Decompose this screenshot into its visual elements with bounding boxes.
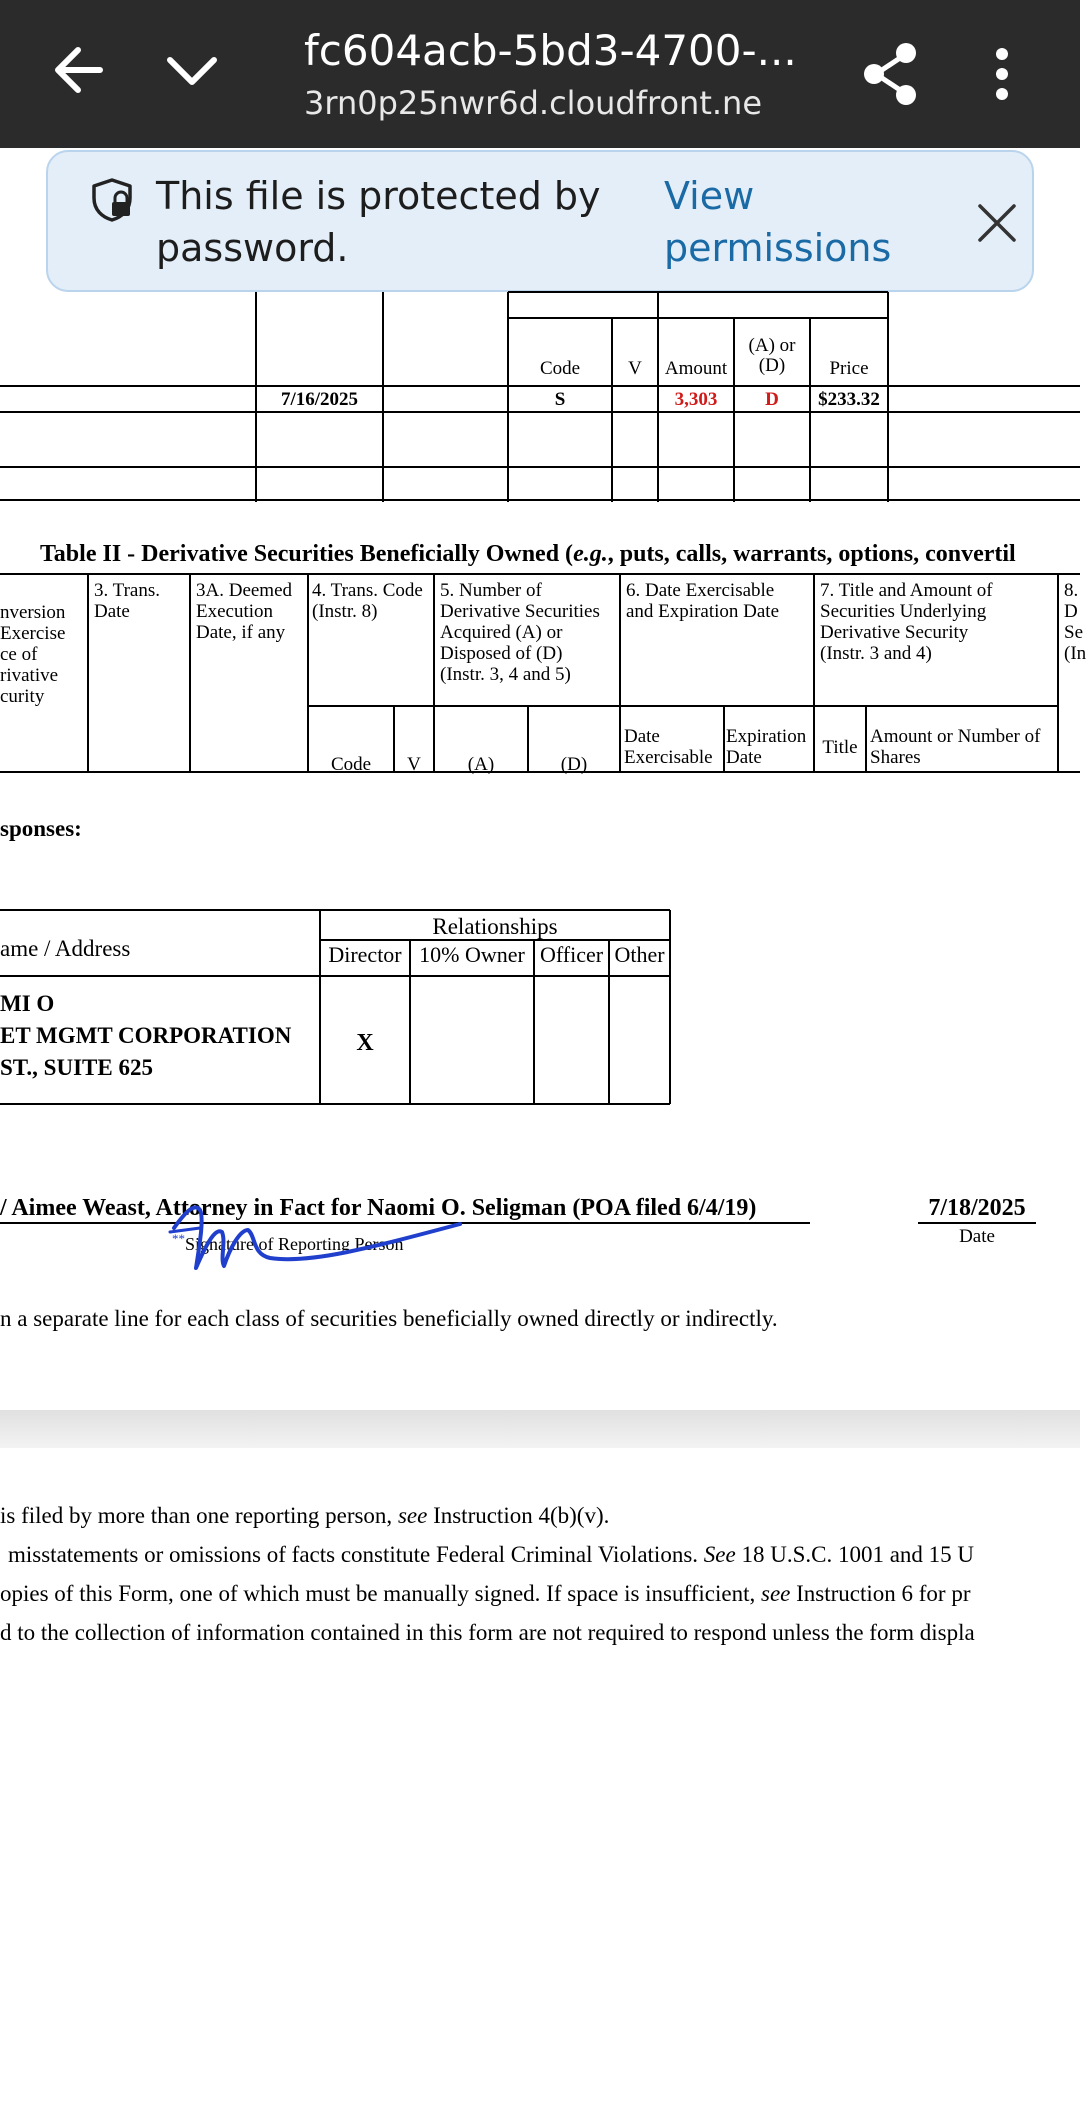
table1-a-or-d: D: [765, 389, 779, 410]
signature-date: 7/18/2025: [928, 1195, 1026, 1221]
footnote-3-b: Instruction 6 for pr: [790, 1581, 971, 1606]
responses-label: sponses:: [0, 816, 82, 841]
rel-col-10pct-owner: 10% Owner: [419, 942, 525, 967]
rel-col-other: Other: [614, 942, 665, 967]
document-title: fc604acb-5bd3-4700-...: [304, 26, 797, 75]
chevron-down-icon[interactable]: [160, 38, 224, 102]
table2-sub-title: Title: [822, 737, 858, 758]
table1-header-price: Price: [829, 358, 869, 379]
table2-title-italic: e.g.: [573, 541, 608, 567]
more-vert-icon[interactable]: [978, 44, 1026, 104]
footnote-line-2: [8, 1541, 974, 1569]
view-permissions-link[interactable]: View permissions: [664, 174, 892, 270]
footnote-3-i: see: [761, 1581, 791, 1606]
table1-date: 7/16/2025: [280, 389, 359, 410]
rel-col-officer: Officer: [539, 942, 604, 967]
document-url: 3rn0p25nwr6d.cloudfront.ne: [304, 84, 762, 122]
footnote-2-b: 18 U.S.C. 1001 and 15 U: [735, 1542, 975, 1567]
table2-col-trans-code: 4. Trans. Code (Instr. 8): [312, 580, 423, 622]
table2-sub-code: Code: [330, 754, 372, 775]
table2-col-title-amount: 7. Title and Amount of Securities Underlying Derivative Security (Instr. 3 and 4): [820, 580, 993, 664]
footnote-line-3: [0, 1580, 971, 1608]
table2-col-8: 8. D Se (In: [1064, 580, 1086, 664]
table2-col-deemed-date: 3A. Deemed Execution Date, if any: [196, 580, 293, 643]
footnote-1-i: see: [397, 1503, 428, 1528]
footnote-2-a: misstatements or omissions of facts constitute Federal Criminal Violations.: [8, 1542, 704, 1567]
table1-header-code: Code: [539, 358, 581, 379]
signature-line: / Aimee Weast, Attorney in Fact for Naomi O. Seligman (POA filed 6/4/19): [0, 1195, 757, 1221]
signature-caption-stars: **: [172, 1231, 185, 1246]
table2-sub-d: (D): [560, 754, 588, 775]
table2-col-trans-date: 3. Trans. Date: [94, 580, 160, 622]
table2-sub-expiration: Expiration Date: [726, 726, 807, 768]
owner-name-header: ame / Address: [0, 936, 131, 961]
director-mark: X: [356, 1030, 374, 1056]
table1-code: S: [554, 389, 566, 410]
table2-title-rest: , puts, calls, warrants, options, convertil: [607, 541, 1016, 567]
footnote-3-a: opies of this Form, one of which must be manually signed. If space is insufficient,: [0, 1581, 761, 1606]
footnote-1-b: Instruction 4(b)(v).: [427, 1503, 610, 1528]
table2-col-number: 5. Number of Derivative Securities Acquired (A) or Disposed of (D) (Instr. 3, 4 and 5): [440, 580, 600, 685]
table2-sub-amount: Amount or Number of Shares: [870, 726, 1041, 768]
back-arrow-icon[interactable]: [48, 38, 112, 102]
owner-name-line-1: MI O: [0, 991, 55, 1016]
table2-title-text: Table II - Derivative Securities Beneficially Owned (: [40, 541, 574, 567]
table1-header-a-or-d: (A) or (D): [748, 335, 796, 376]
shield-lock-icon: [90, 176, 138, 224]
table1-amount: 3,303: [674, 389, 718, 410]
share-icon[interactable]: [856, 40, 924, 108]
document-page: [0, 292, 1086, 1418]
password-protection-banner: [46, 150, 1034, 292]
footnote-2-i: See: [703, 1542, 736, 1567]
page-separator: [0, 1410, 1080, 1448]
table2-col-conversion: nversion Exercise ce of rivative curity: [0, 602, 66, 707]
close-icon[interactable]: [976, 202, 1018, 244]
footnote-line-4: d to the collection of information contained in this form are not required to respond unless the form displa: [0, 1620, 975, 1645]
banner-message: This file is protected by password.: [156, 174, 601, 270]
footnote-1-a: is filed by more than one reporting person,: [0, 1503, 398, 1528]
app-bar: [0, 0, 1080, 148]
table2-col-date-exercisable: 6. Date Exercisable and Expiration Date: [626, 580, 780, 622]
table1-price: $233.32: [818, 389, 880, 410]
signature-caption-text: Signature of Reporting Person: [185, 1234, 404, 1254]
table2-sub-v: V: [407, 754, 421, 775]
relationships-header: Relationships: [432, 914, 558, 939]
signature-date-caption: Date: [959, 1226, 995, 1247]
table2-sub-date-exercisable: Date Exercisable: [624, 726, 713, 768]
owner-name-line-3: ST., SUITE 625: [0, 1055, 153, 1080]
separate-line-instruction: n a separate line for each class of securities beneficially owned directly or indirectly.: [0, 1306, 778, 1331]
owner-name-line-2: ET MGMT CORPORATION: [0, 1023, 292, 1048]
table1-header-v: V: [628, 358, 642, 379]
table2-title: [40, 540, 1016, 568]
footnote-line-1: [0, 1502, 609, 1530]
document-page-2: [0, 1448, 1080, 2122]
handwritten-signature: [160, 1192, 480, 1312]
rel-col-director: Director: [328, 942, 402, 967]
table1-header-amount: Amount: [664, 358, 728, 379]
table2-sub-a: (A): [467, 754, 495, 775]
